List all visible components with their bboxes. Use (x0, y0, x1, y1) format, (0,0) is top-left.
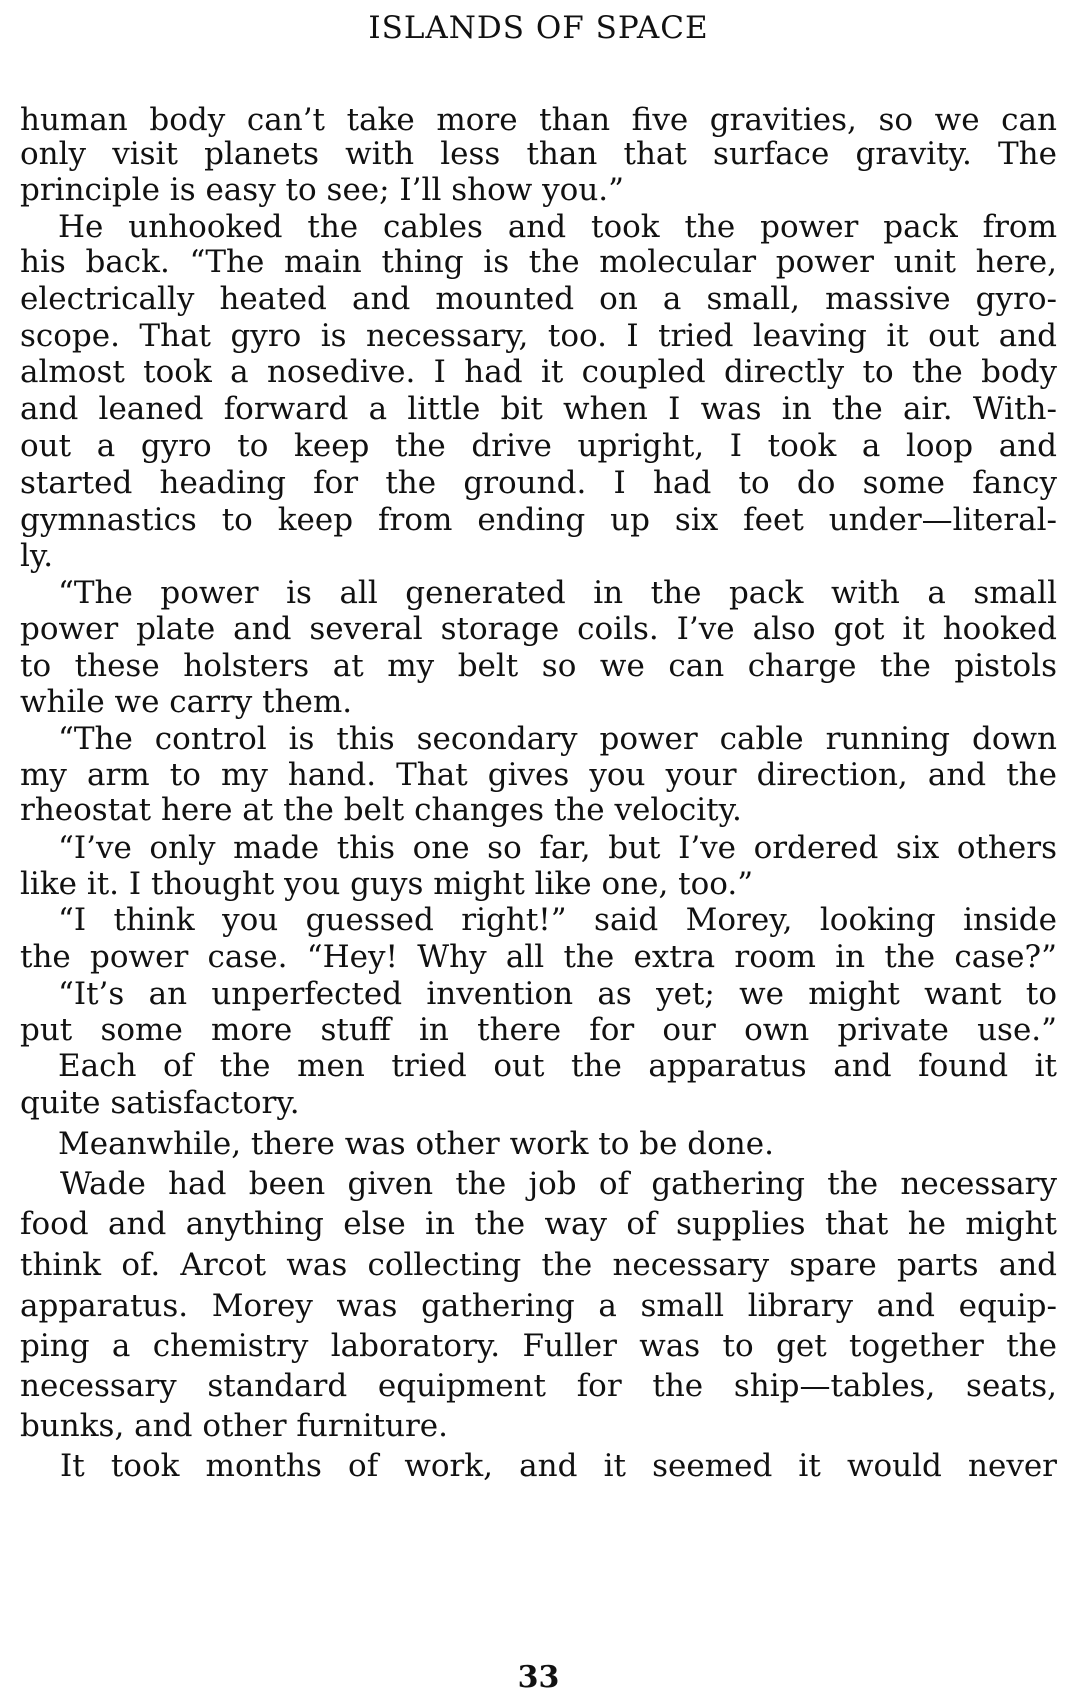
text-line: like it. I thought you guys might like one, too.” (20, 866, 754, 902)
text-line: electrically heated and mounted on a small, massive gyro- (20, 281, 1057, 317)
text-line: out a gyro to keep the drive upright, I took a loop and (20, 428, 1057, 464)
text-line: principle is easy to see; I’ll show you.” (20, 172, 624, 208)
text-line: think of. Arcot was collecting the necessary spare parts and (20, 1247, 1057, 1283)
text-line: apparatus. Morey was gathering a small library and equip- (20, 1288, 1057, 1324)
text-line: “The control is this secondary power cable running down (58, 721, 1057, 757)
text-line: “The power is all generated in the pack with a small (58, 575, 1057, 611)
text-line: only visit planets with less than that surface gravity. The (20, 136, 1057, 172)
text-line: Wade had been given the job of gathering the necessary (60, 1166, 1057, 1202)
page-number: 33 (517, 1660, 560, 1695)
text-line: quite satisfactory. (20, 1085, 300, 1121)
text-line: while we carry them. (20, 684, 353, 720)
text-line: rheostat here at the belt changes the velocity. (20, 792, 742, 828)
text-line: Meanwhile, there was other work to be done. (58, 1126, 774, 1162)
text-line: started heading for the ground. I had to do some fancy (20, 465, 1057, 501)
text-line: Each of the men tried out the apparatus and found it (58, 1048, 1057, 1084)
text-line: put some more stuff in there for our own private use.” (20, 1012, 1057, 1048)
text-line: ping a chemistry laboratory. Fuller was to get together the (20, 1328, 1057, 1364)
text-line: It took months of work, and it seemed it would never (60, 1448, 1057, 1484)
text-line: He unhooked the cables and took the power pack from (58, 209, 1057, 245)
text-line: food and anything else in the way of supplies that he might (20, 1206, 1057, 1242)
running-head: ISLANDS OF SPACE (368, 10, 709, 46)
text-line: and leaned forward a little bit when I was in the air. With- (20, 391, 1057, 427)
text-line: “It’s an unperfected invention as yet; we might want to (58, 976, 1057, 1012)
text-line: my arm to my hand. That gives you your direction, and the (20, 757, 1057, 793)
text-line: almost took a nosedive. I had it coupled directly to the body (20, 354, 1057, 390)
text-line: human body can’t take more than five gravities, so we can (20, 102, 1057, 138)
text-line: gymnastics to keep from ending up six feet under—literal- (20, 502, 1057, 538)
text-line: “I think you guessed right!” said Morey, looking inside (58, 902, 1057, 938)
text-line: necessary standard equipment for the ship—tables, seats, (20, 1368, 1057, 1404)
text-line: the power case. “Hey! Why all the extra room in the case?” (20, 939, 1057, 975)
text-line: to these holsters at my belt so we can charge the pistols (20, 648, 1057, 684)
text-line: ly. (20, 538, 54, 574)
text-line: scope. That gyro is necessary, too. I tried leaving it out and (20, 318, 1057, 354)
text-line: power plate and several storage coils. I’ve also got it hooked (20, 611, 1057, 647)
text-line: “I’ve only made this one so far, but I’ve ordered six others (58, 830, 1057, 866)
text-line: bunks, and other furniture. (20, 1408, 449, 1444)
text-line: his back. “The main thing is the molecular power unit here, (20, 244, 1057, 280)
